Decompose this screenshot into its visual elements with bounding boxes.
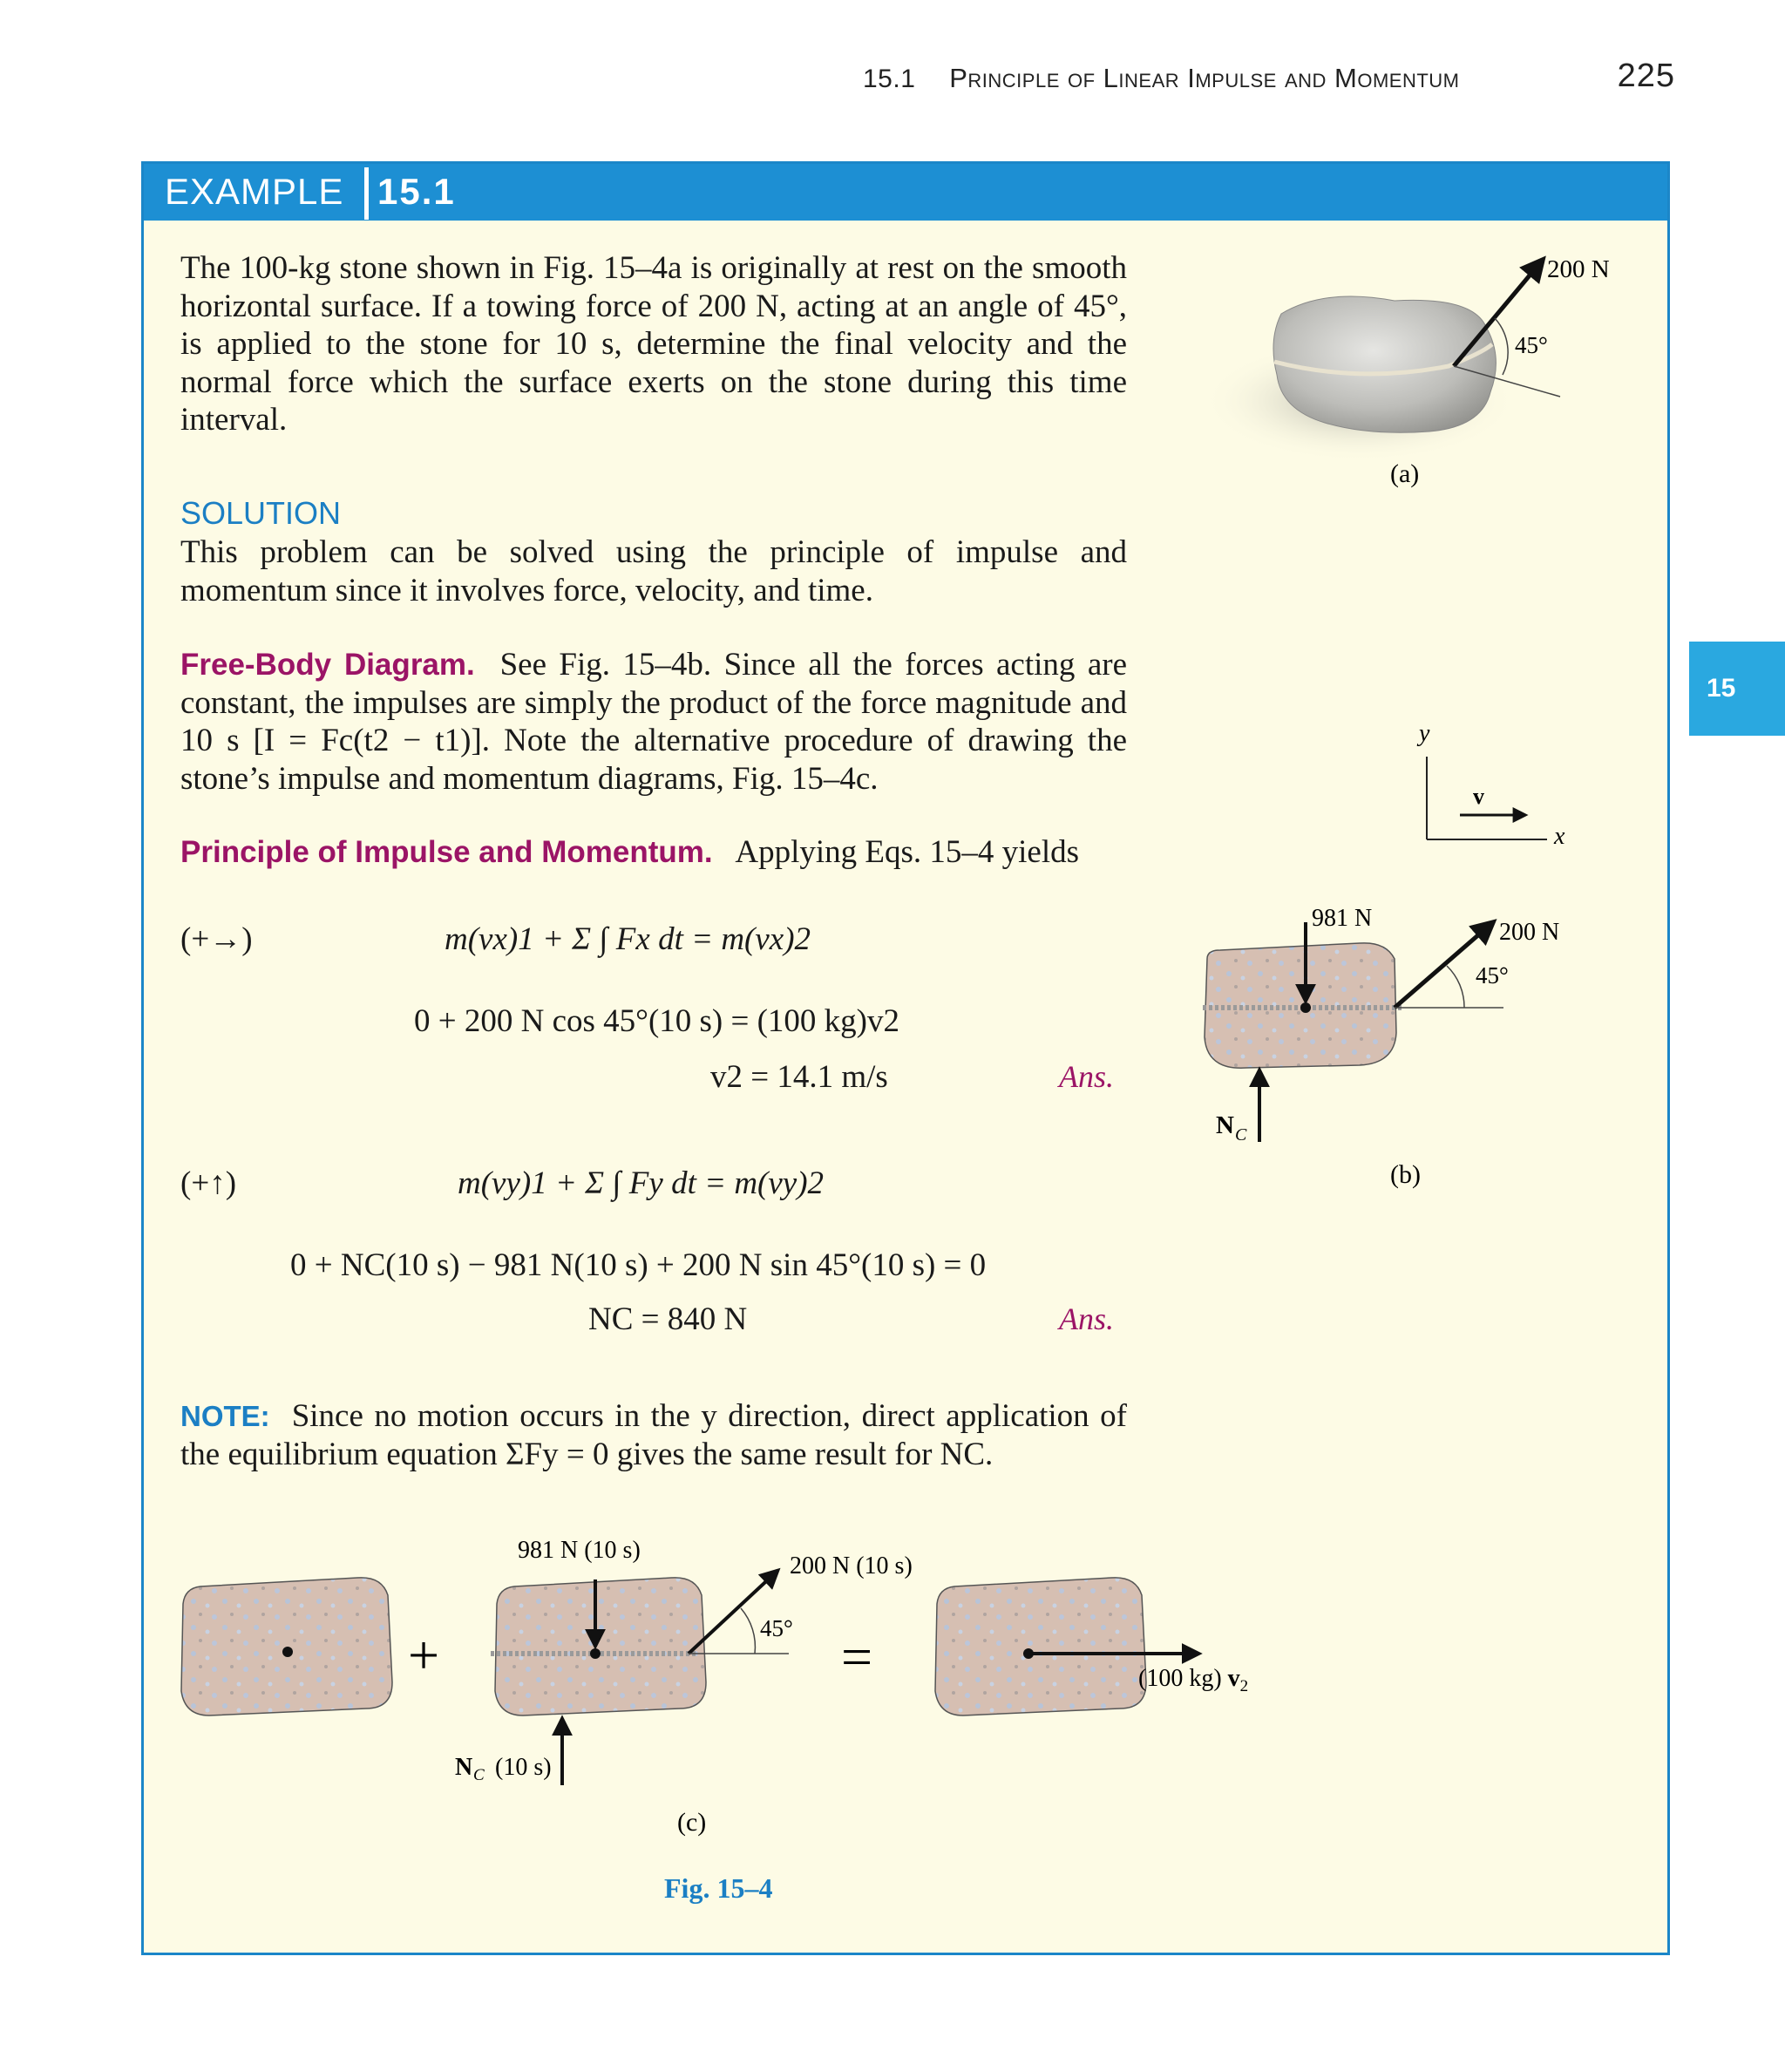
momentum-subscript: 2 [1239,1677,1249,1695]
normal-impulse-prefix: N [455,1754,473,1781]
stone-initial [181,1578,392,1715]
problem-text: The 100-kg stone shown in Fig. 15–4a is originally at rest on the smooth horizontal surface. If a towing force of 200 N, acting at an angle of 45°, is applied to the stone for 10 s, determine the final velocity and the normal force which the surface exerts on the stone during this time interval. [180,250,1127,438]
fbd-text: See Fig. 15–4b. Since all the forces acting are constant, the impulses are simply the product of the force magnitude and 10 s [I = Fc(t2 − t1)]. Note the alternative procedure of drawing the stone’s impulse and momentum diagrams, Fig. 15–4c. [180,647,1127,797]
angle-label-c: 45° [760,1615,793,1641]
answer-label-1: Ans. [1059,1059,1114,1094]
normal-impulse-label: (10 s) [495,1754,552,1781]
weight-impulse-label: 981 N (10 s) [518,1537,641,1564]
caption-b: (b) [1390,1160,1421,1189]
pim-heading: Principle of Impulse and Momentum. [180,835,713,869]
eq-y-numeric: 0 + NC(10 s) − 981 N(10 s) + 200 N sin 45°(10 s) = 0 [290,1247,987,1283]
eq-y-sign: (+↑) [180,1165,237,1201]
plus-sign: + [408,1624,440,1686]
stone-final [935,1578,1146,1715]
figure-c [181,1537,1248,1837]
section-number: 15.1 [863,65,916,93]
weight-label-b: 981 N [1312,905,1373,932]
equals-sign: = [841,1626,873,1688]
note-text: Since no motion occurs in the y direction, direct application of the equilibrium equation ΣFy = 0 gives the same result for NC. [180,1398,1128,1472]
momentum-v: v [1227,1665,1240,1692]
stone-photo [1273,296,1496,432]
force-label-a: 200 N [1547,255,1610,283]
figure-b [1203,905,1559,1189]
eq-x-general: m(vx)1 + Σ ∫ Fx dt = m(vx)2 [445,921,811,957]
normal-subscript-b: C [1235,1125,1247,1145]
center-of-mass-impulse [590,1648,601,1659]
angle-arc-b [1447,966,1464,1008]
angle-label-a: 45° [1515,332,1548,358]
page-number: 225 [1617,58,1675,94]
caption-c: (c) [677,1808,707,1837]
caption-a: (a) [1390,459,1420,488]
solution-intro: This problem can be solved using the principle of impulse and momentum since it involves force, velocity, and time. [180,534,1127,608]
center-of-mass-b [1300,1002,1311,1013]
y-axis-label: y [1419,720,1430,747]
velocity-label: v [1473,784,1484,809]
figure-caption: Fig. 15–4 [664,1872,773,1904]
eq-x-result: v2 = 14.1 m/s [710,1059,888,1095]
chapter-tab[interactable]: 15 [1689,642,1785,736]
momentum-label [1138,1665,1248,1695]
note-heading: NOTE: [180,1400,270,1432]
force-label-b: 200 N [1499,919,1560,946]
angle-label-b: 45° [1476,962,1509,988]
x-axis-label: x [1554,823,1565,850]
stone-impulse [495,1578,706,1715]
eq-y-general: m(vy)1 + Σ ∫ Fy dt = m(vy)2 [458,1165,825,1201]
angle-arc-c [741,1608,755,1654]
example-label: EXAMPLE [165,171,344,212]
coordinate-axes [1416,720,1565,850]
fbd-heading: Free-Body Diagram. [180,648,475,682]
angle-arc-a [1495,318,1508,375]
eq-x-sign: (+→) [180,921,253,957]
normal-impulse-subscript: C [473,1766,485,1784]
example-number: 15.1 [377,171,456,212]
answer-label-2: Ans. [1059,1301,1114,1336]
figure-a [1203,255,1610,488]
center-of-mass-initial [282,1647,293,1657]
eq-x-numeric: 0 + 200 N cos 45°(10 s) = (100 kg)v2 [414,1003,900,1039]
momentum-mass: (100 kg) [1138,1665,1228,1692]
section-title: Principle of Linear Impulse and Momentum [949,63,1460,93]
solution-heading: SOLUTION [180,495,342,531]
force-impulse-label: 200 N (10 s) [790,1552,913,1579]
pim-text: Applying Eqs. 15–4 yields [735,834,1080,870]
eq-y-result: NC = 840 N [588,1301,748,1337]
normal-label-b: N [1216,1111,1234,1139]
